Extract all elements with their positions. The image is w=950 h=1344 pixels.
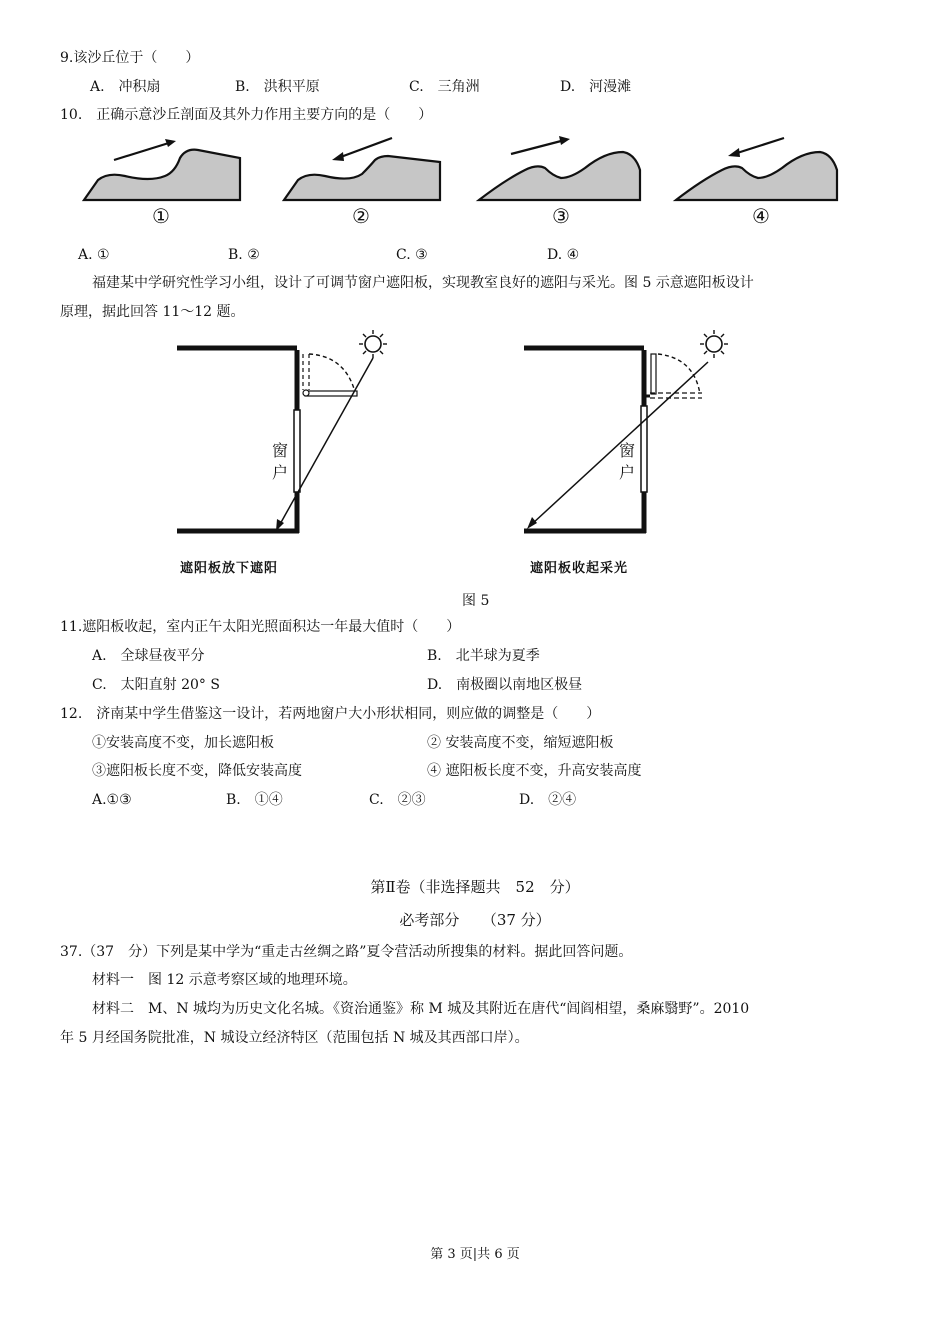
q10-option-c: C. ③ (396, 247, 428, 263)
question-10-stem: 10. 正确示意沙丘剖面及其外力作用主要方向的是（ ） (60, 107, 433, 123)
question-37-stem: 37.（37 分）下列是某中学为“重走古丝绸之路”夏令营活动所搜集的材料。据此回答问题。 (60, 944, 633, 960)
passage-line-1: 福建某中学研究性学习小组，设计了可调节窗户遮阳板，实现教室良好的遮阳与采光。图 5 示意遮阳板设计 (92, 275, 754, 291)
q9-option-b: B. 洪积平原 (235, 79, 320, 95)
left-figure-caption: 遮阳板放下遮阳 (180, 561, 279, 576)
q9-option-c: C. 三角洲 (409, 79, 480, 95)
sun-icon (700, 330, 728, 358)
q11-option-d: D. 南极圈以南地区极昼 (427, 677, 583, 693)
dune-profile-1 (80, 130, 250, 210)
section-subtitle: 必考部分 （37 分） (399, 911, 551, 929)
shade-raised-diagram (522, 330, 752, 540)
window-label-bottom-right: 户 (619, 463, 636, 482)
figure-5-caption: 图 5 (462, 593, 490, 609)
q12-item-1: ①安装高度不变，加长遮阳板 (92, 735, 274, 751)
q10-option-d: D. ④ (547, 247, 580, 263)
q37-material-2-line-1: 材料二 M、N 城均为历史文化名城。《资治通鉴》称 M 城及其附近在唐代“闾阎相望，桑麻翳野”。2010 (92, 1001, 750, 1017)
q12-option-d: D. ②④ (519, 792, 577, 808)
dune-label-4: ④ (752, 204, 770, 228)
sun-icon (359, 330, 387, 358)
q11-option-c: C. 太阳直射 20° S (92, 677, 220, 693)
passage-line-2: 原理，据此回答 11～12 题。 (60, 304, 245, 320)
right-figure-caption: 遮阳板收起采光 (530, 561, 629, 576)
dune-profile-3 (475, 130, 645, 210)
page-footer: 第 3 页|共 6 页 (430, 1247, 520, 1262)
section-title: 第Ⅱ卷（非选择题共 52 分） (370, 878, 580, 896)
question-11-stem: 11.遮阳板收起，室内正午太阳光照面积达一年最大值时（ ） (60, 619, 461, 635)
window-label-top-right: 窗 (619, 441, 636, 460)
q12-option-b: B. ①④ (226, 792, 283, 808)
dune-profile-2 (280, 130, 450, 210)
shade-lowered-diagram (175, 330, 405, 540)
dune-label-3: ③ (552, 204, 570, 228)
q37-material-1: 材料一 图 12 示意考察区域的地理环境。 (92, 972, 357, 988)
q12-item-4: ④ 遮阳板长度不变，升高安装高度 (427, 763, 642, 779)
q12-item-3: ③遮阳板长度不变，降低安装高度 (92, 763, 302, 779)
question-12-stem: 12. 济南某中学生借鉴这一设计，若两地窗户大小形状相同，则应做的调整是（ ） (60, 706, 601, 722)
window-label-top: 窗 (272, 441, 289, 460)
q10-option-b: B. ② (228, 247, 260, 263)
q12-item-2: ② 安装高度不变，缩短遮阳板 (427, 735, 614, 751)
q12-option-a: A.①③ (92, 792, 132, 808)
q12-option-c: C. ②③ (369, 792, 426, 808)
q9-option-d: D. 河漫滩 (560, 79, 632, 95)
dune-label-2: ② (352, 204, 370, 228)
q9-option-a: A. 冲积扇 (90, 79, 161, 95)
window-label-bottom: 户 (272, 463, 289, 482)
dune-label-1: ① (152, 204, 170, 228)
question-9-stem: 9.该沙丘位于（ ） (60, 50, 200, 66)
dune-profile-4 (672, 130, 842, 210)
q37-material-2-line-2: 年 5 月经国务院批准，N 城设立经济特区（范围包括 N 城及其西部口岸）。 (60, 1030, 529, 1046)
q10-option-a: A. ① (78, 247, 110, 263)
q11-option-b: B. 北半球为夏季 (427, 648, 540, 664)
q11-option-a: A. 全球昼夜平分 (92, 648, 205, 664)
